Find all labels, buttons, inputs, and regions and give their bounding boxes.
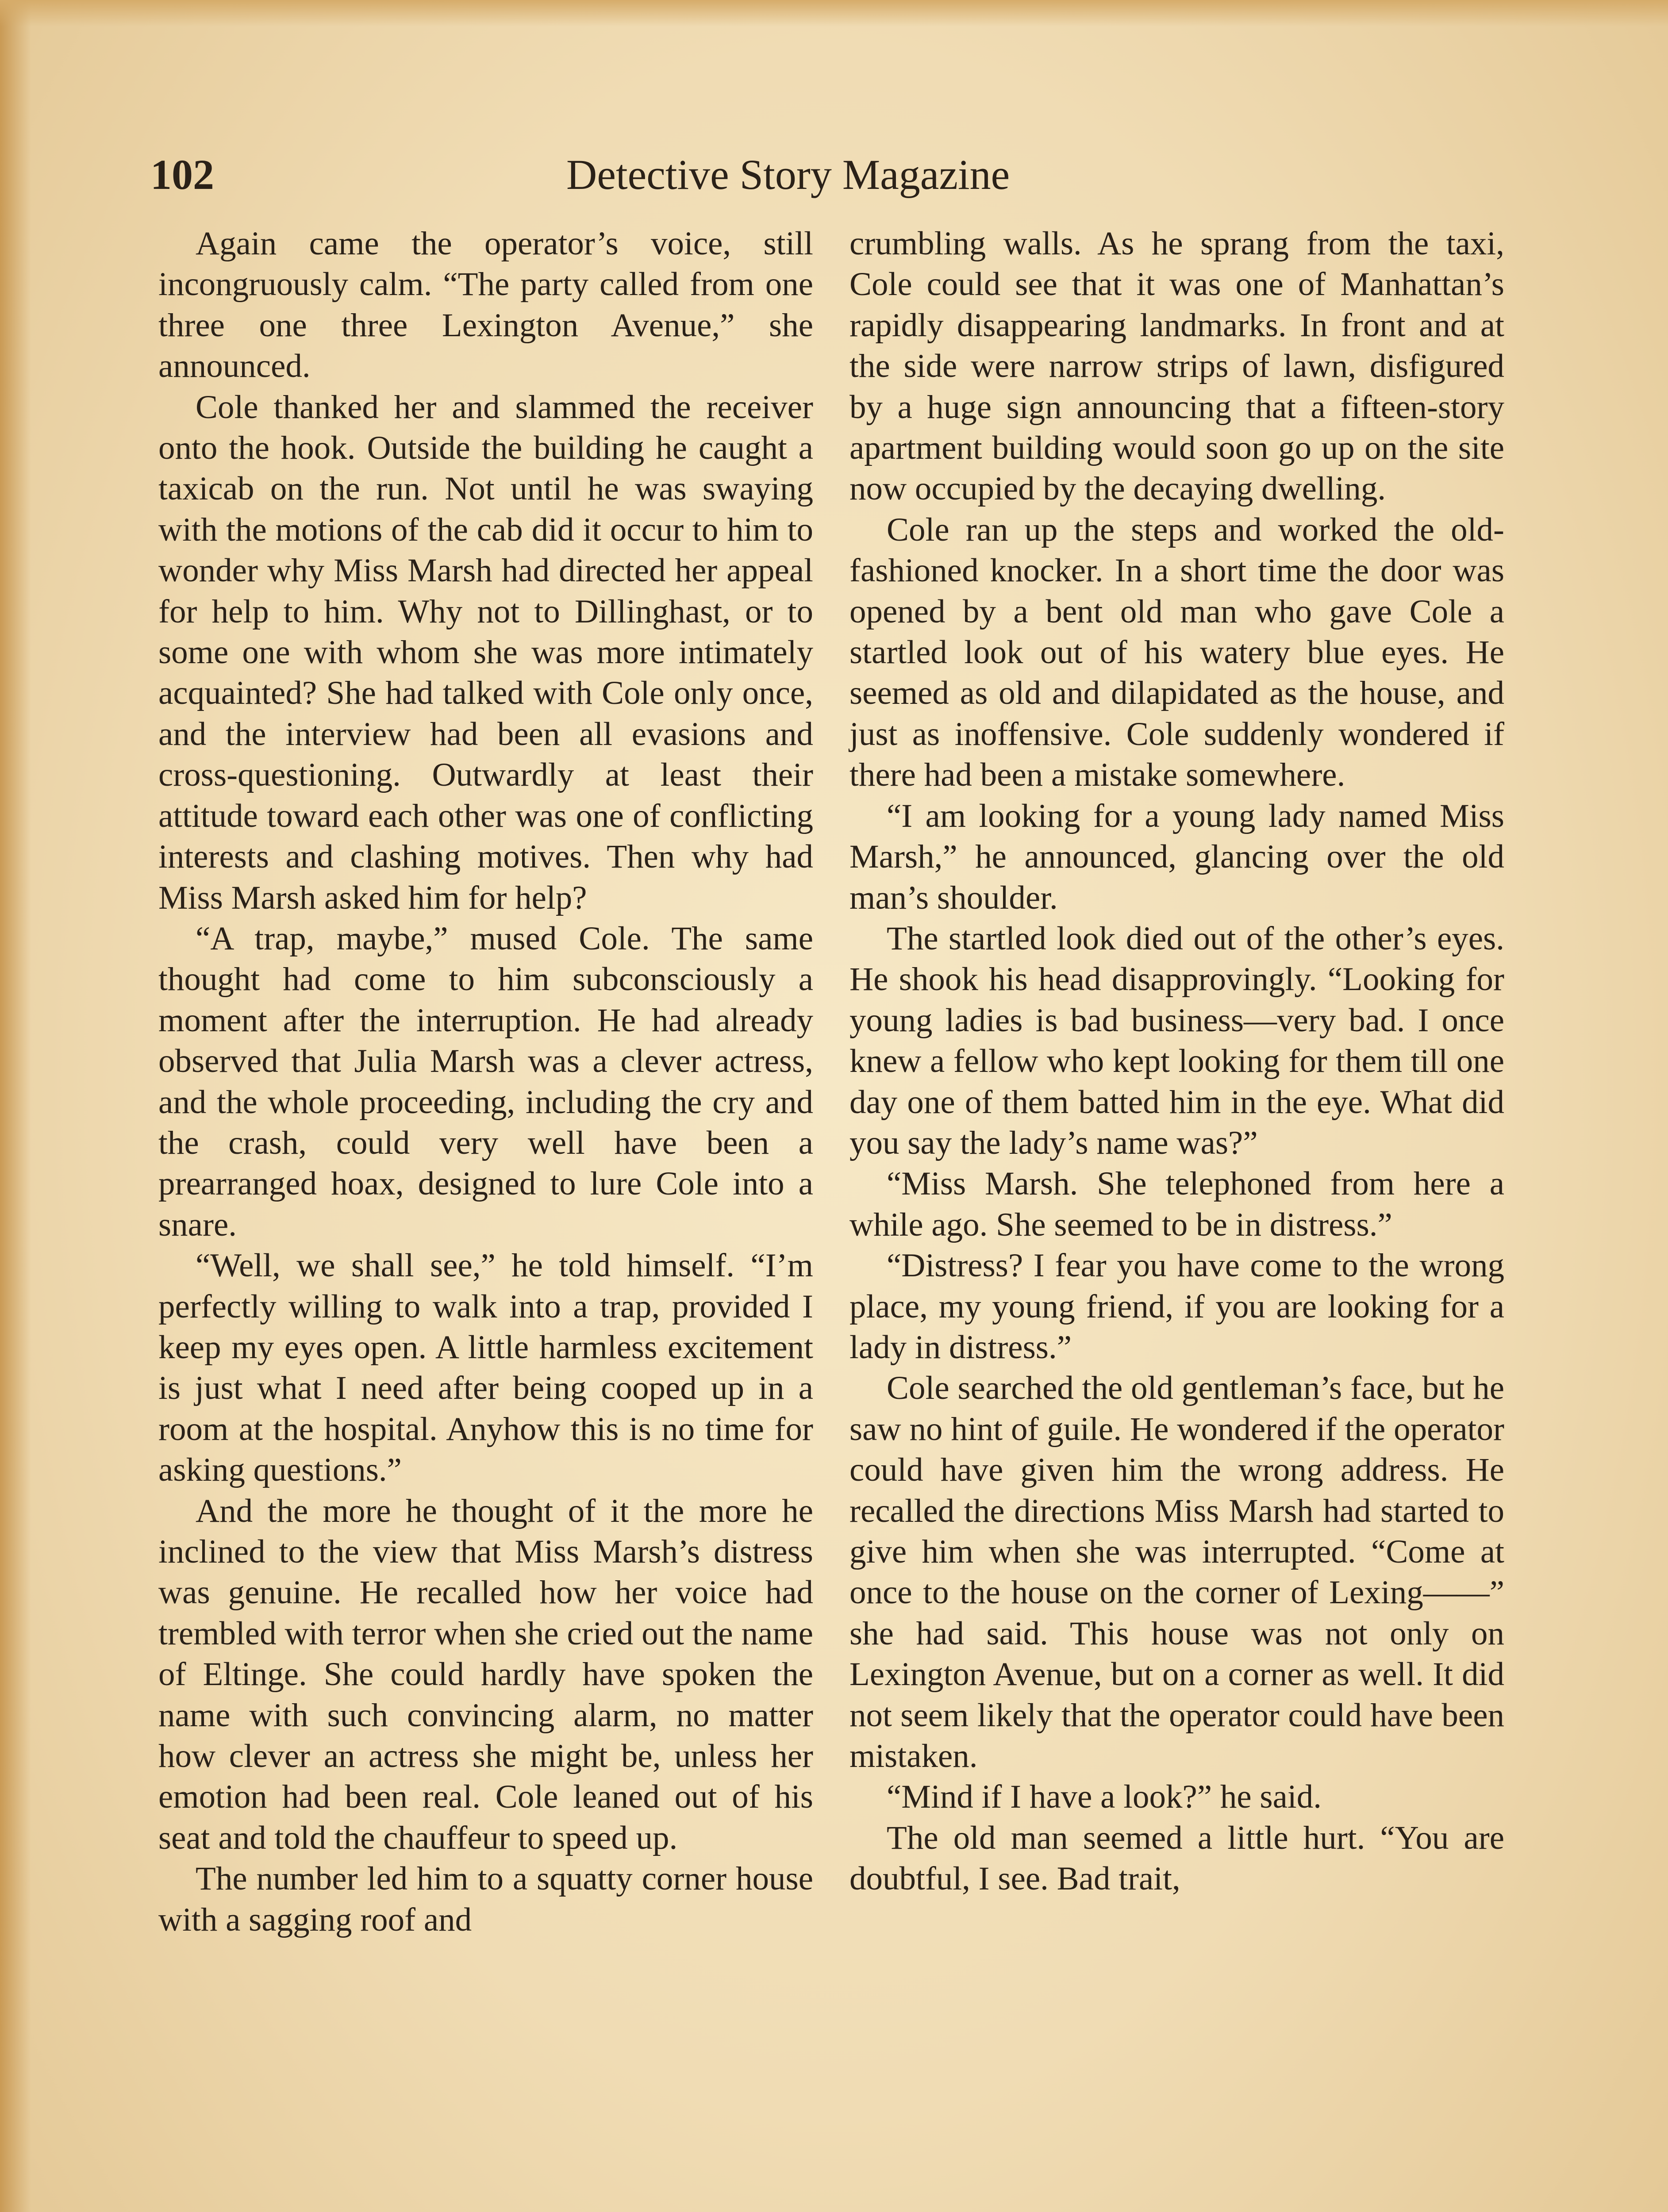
left-column bbox=[158, 223, 813, 1940]
paragraph: Cole ran up the steps and worked the old-fashioned knocker. In a short time the door was opened by a bent old man who gave Cole a startled look out of his watery blue eyes. He seemed as old and dilapidated as the house, and just as inoffensive. Cole suddenly wondered if there had been a mistake somewhere. bbox=[849, 511, 1504, 794]
running-title: Detective Story Magazine bbox=[566, 151, 1010, 198]
paragraph: And the more he thought of it the more he inclined to the view that Miss Marsh’s distress was genuine. He recalled how her voice had trembled with terror when she cried out the name of Eltinge. She could hardly have spoken the name with such convincing alarm, no matter how clever an actress she might be, unless her emotion had been real. Cole leaned out of his seat and told the chauffeur to speed up. bbox=[158, 1492, 813, 1856]
paragraph: “I am looking for a young lady named Miss Marsh,” he announced, glancing over the old man’s shoulder. bbox=[849, 797, 1504, 916]
page-top-shading bbox=[0, 0, 1668, 27]
paragraph: The number led him to a squatty corner house with a sagging roof and bbox=[158, 1860, 813, 1938]
paragraph: “Miss Marsh. She telephoned from here a while ago. She seemed to be in distress.” bbox=[849, 1165, 1504, 1243]
paragraph: The startled look died out of the other’s eyes. He shook his head disapprovingly. “Looking for young ladies is bad business—very bad. I once knew a fellow who kept looking for them till one day one of them batted him in the eye. What did you say the lady’s name was?” bbox=[849, 920, 1504, 1161]
paragraph: Cole thanked her and slammed the receiver onto the hook. Outside the building he caught a taxicab on the run. Not until he was swaying with the motions of the cab did it occur to him to wonder why Miss Marsh had directed her appeal for help to him. Why not to Dillinghast, or to some one with whom she was more intimately acquainted? She had talked with Cole only once, and the interview had been all evasions and cross-questioning. Outwardly at least their attitude toward each other was one of conflicting interests and clashing motives. Then why had Miss Marsh asked him for help? bbox=[158, 388, 813, 916]
paragraph: The old man seemed a little hurt. “You are doubtful, I see. Bad trait, bbox=[849, 1819, 1504, 1897]
paragraph-continuation: crumbling walls. As he sprang from the taxi, Cole could see that it was one of Manhattan’s rapidly disappearing landmarks. In front and at the side were narrow strips of lawn, disfigured by a huge sign announcing that a fifteen-story apartment building would soon go up on the site now occupied by the decaying dwelling. bbox=[849, 225, 1504, 507]
right-column bbox=[849, 223, 1504, 1900]
paragraph: “Well, we shall see,” he told himself. “I’m perfectly willing to walk into a trap, provided I keep my eyes open. A little harmless excitement is just what I need after being cooped up in a room at the hospital. Anyhow this is no time for asking questions.” bbox=[158, 1247, 813, 1489]
paragraph: Cole searched the old gentleman’s face, but he saw no hint of guile. He wondered if the operator could have given him the wrong address. He recalled the directions Miss Marsh had started to give him when she was interrupted. “Come at once to the house on the corner of Lexing——” she had said. This house was not only on Lexington Avenue, but on a corner as well. It did not seem likely that the operator could have been mistaken. bbox=[849, 1370, 1504, 1775]
paragraph: “A trap, maybe,” mused Cole. The same thought had come to him subconsciously a moment after the interruption. He had already observed that Julia Marsh was a clever actress, and the whole proceeding, including the cry and the crash, could very well have been a prearranged hoax, designed to lure Cole into a snare. bbox=[158, 920, 813, 1243]
page-number: 102 bbox=[150, 151, 214, 198]
page-header bbox=[150, 144, 1088, 206]
paragraph: “Distress? I fear you have come to the wrong place, my young friend, if you are looking for a lady in distress.” bbox=[849, 1247, 1504, 1366]
paragraph: “Mind if I have a look?” he said. bbox=[887, 1778, 1322, 1816]
page-edge-shading bbox=[0, 0, 31, 2212]
paragraph: Again came the operator’s voice, still incongruously calm. “The party called from one three one three Lexington Avenue,” she announced. bbox=[158, 225, 813, 385]
